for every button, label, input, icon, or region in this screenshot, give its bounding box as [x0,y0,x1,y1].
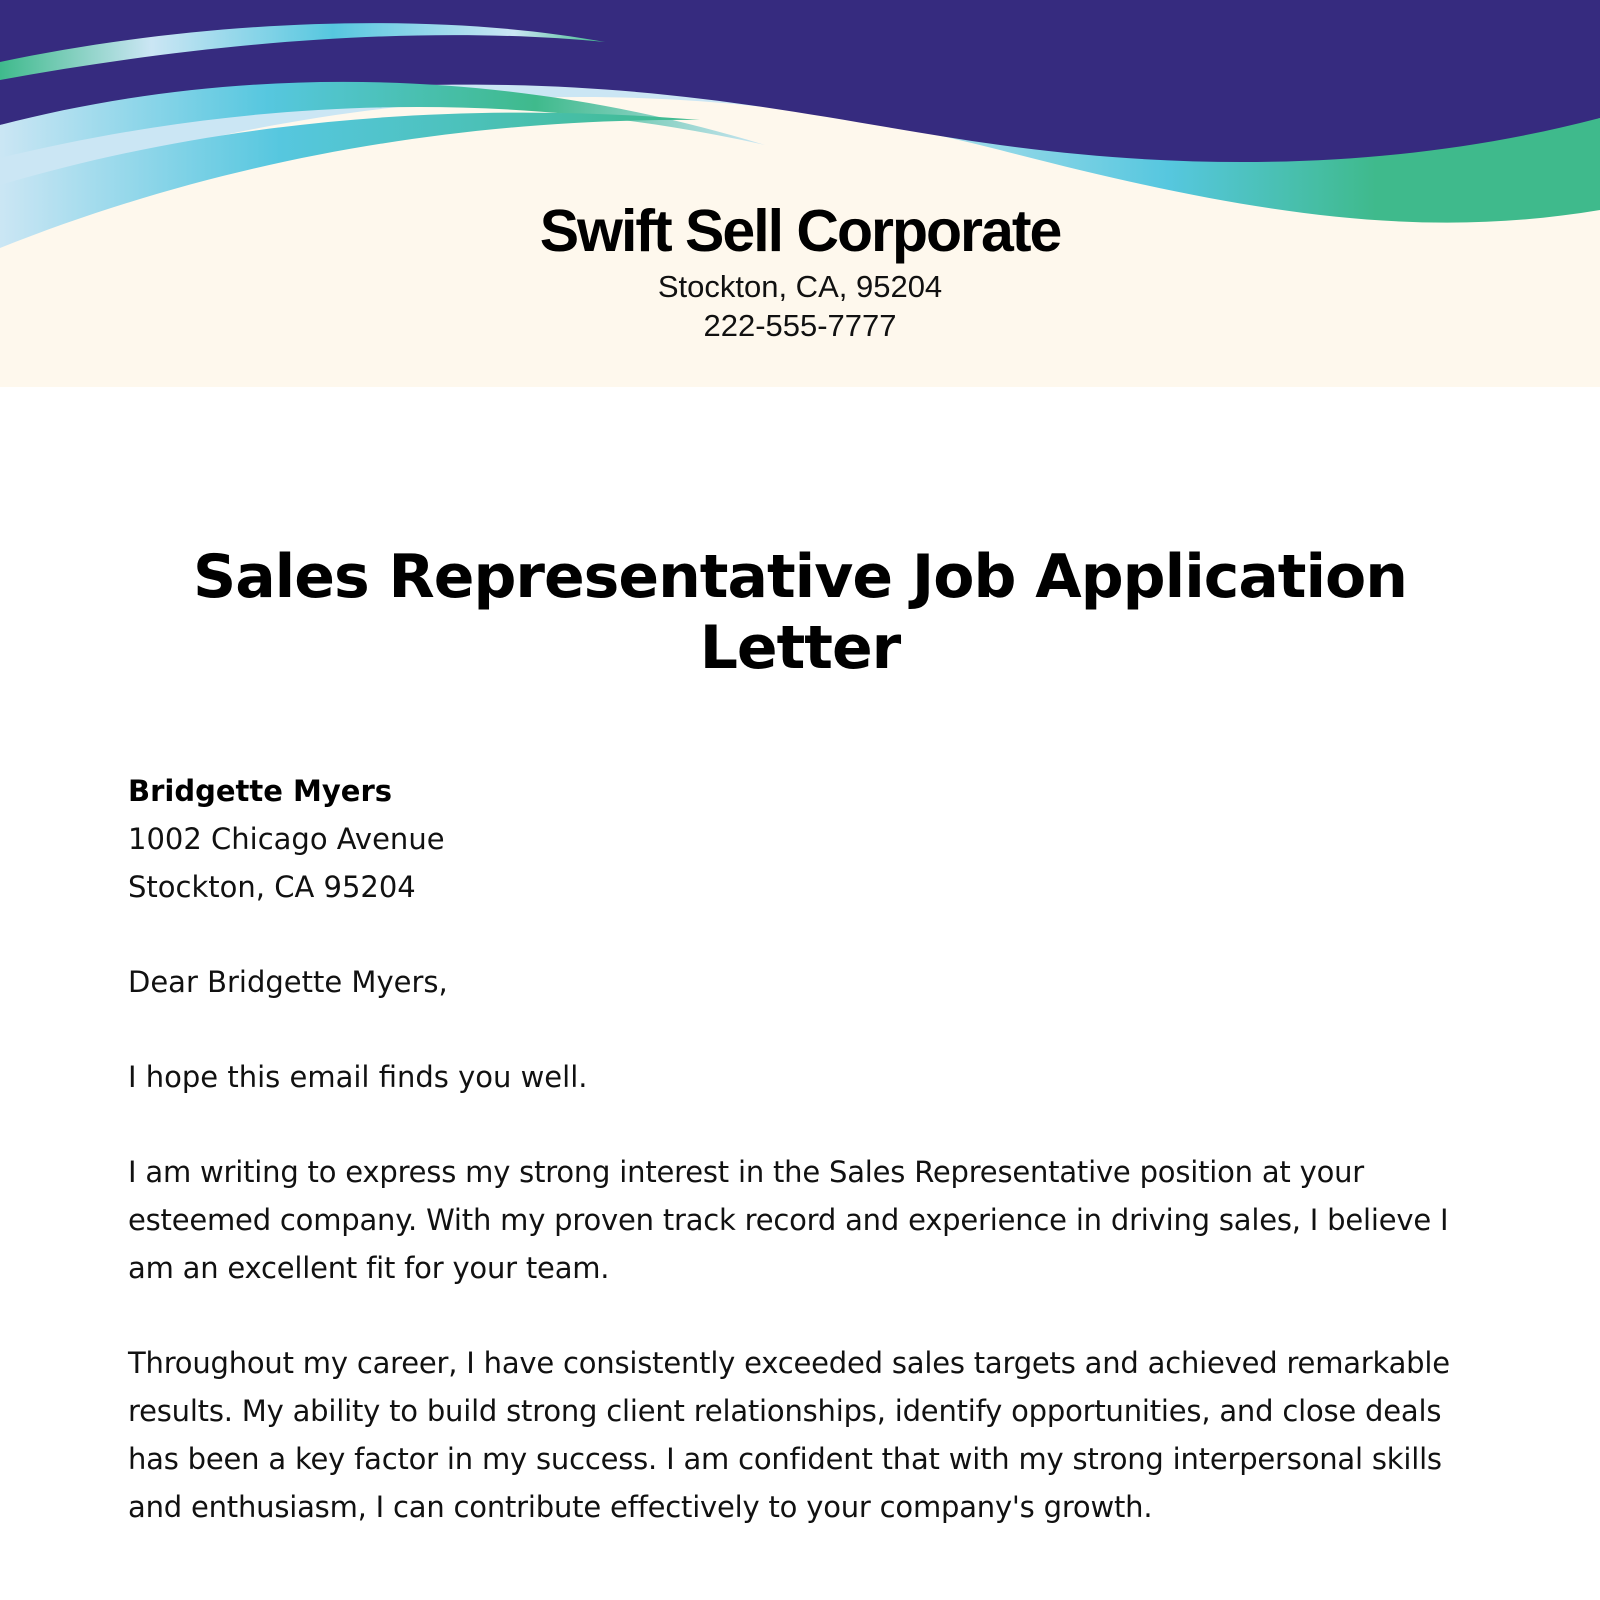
company-name: Swift Sell Corporate [539,198,1061,264]
sender-street-address: 1002 Chicago Avenue [128,822,445,856]
letter-salutation: Dear Bridgette Myers, [128,965,448,999]
letterhead [0,0,1600,387]
company-phone: 222-555-7777 [703,308,897,343]
letter-paragraph: I am writing to express my strong interest in the Sales Representative position at your esteemed company. With my proven track record and experience in driving sales, I believe I am an excellent fit for your team. [128,1155,1449,1285]
company-address: Stockton, CA, 95204 [657,269,943,304]
letter-paragraph: Throughout my career, I have consistently exceeded sales targets and achieved remarkable results. My ability to build strong client relationships, identify opportunities, and close deals has been a key factor in my success. I am confident that with my strong interpersonal skills and enthusiasm, I can contribute effectively to your company's growth. [128,1346,1450,1524]
sender-name: Bridgette Myers [128,774,393,808]
sender-city-line: Stockton, CA 95204 [128,870,416,904]
letter-paragraph: I hope this email finds you well. [128,1060,588,1094]
document-title: Sales Representative Job Application Letter [192,542,1407,683]
